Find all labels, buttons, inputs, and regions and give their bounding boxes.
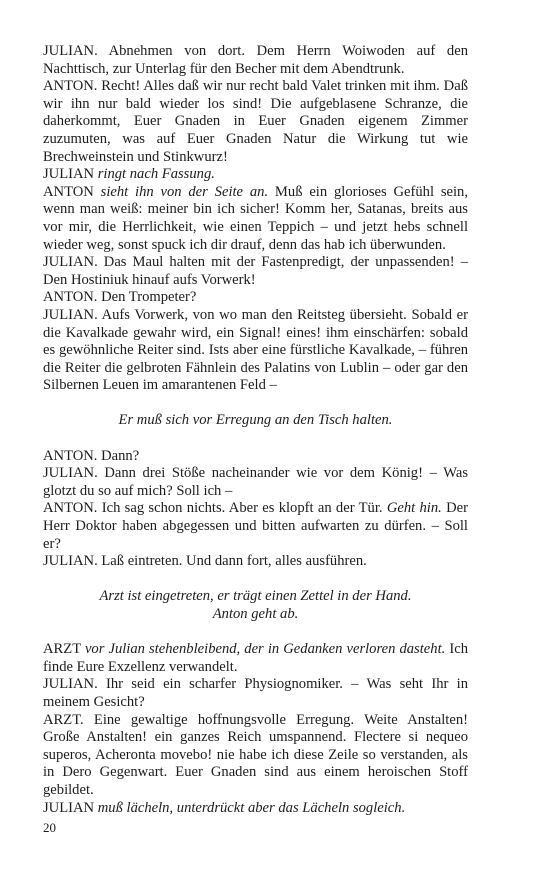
dialogue-anton-3: ANTON. Den Trompeter?	[43, 289, 197, 306]
stage-direction-1: Er muß sich vor Erregung an den Tisch halten.	[118, 412, 393, 429]
dialogue-julian-7: JULIAN. Ihr seid ein scharfer Physiognomiker. – Was seht Ihr in meinem Gesicht?	[43, 676, 468, 710]
stage-direction-inline: muß lächeln, unterdrückt aber das Lächeln sogleich.	[97, 799, 406, 816]
dialogue-text: Muß ein glorioses Gefühl sein, wenn man weiß: meiner bin ich sicher! Komm her, Satanas, breits aus vor mir, die Herrlichkeit, wie einen Teppich – und jetzt hebs schnell wieder weg, sonst spuck ich dir drauf, denn das hab ich überwunden.	[43, 183, 468, 253]
dialogue-julian-5: JULIAN. Dann drei Stöße nacheinander wie vor dem König! – Was glotzt du so auf mich? Soll ich –	[43, 465, 468, 499]
dialogue-arzt-2: ARZT. Eine gewaltige hoffnungsvolle Erregung. Weite Anstalten! Große Anstalten! ein ganzes Reich umspannend. Flectere si nequeo superos, Acheronta movebo! nie habe ich diese Zeile so verstanden, als in Dero Gegenwart. Euer Gnaden sind aus einem heroischen Stoff gebildet.	[43, 711, 468, 798]
stage-direction-2a: Arzt ist eingetreten, er trägt einen Zettel in der Hand.	[99, 588, 412, 605]
speaker-name: JULIAN	[43, 799, 95, 816]
page-number: 20	[43, 820, 56, 835]
dialogue-julian-4: JULIAN. Aufs Vorwerk, von wo man den Reitsteg übersieht. Sobald er die Kavalkade gewahr wird, ein Signal! eines! ihm einschärfen: sobald es gewöhnliche Reiter sind. Ists aber eine fürstliche Kavalkade, – führen die Reiter die gelbroten Fähnlein des Palatins von Lublin – oder gar den Silbernen Leuen im amarantenen Feld –	[43, 306, 468, 394]
stage-direction-inline: sieht ihn von der Seite an.	[100, 183, 269, 200]
dialogue-anton-1: ANTON. Recht! Alles daß wir nur recht bald Valet trinken mit ihm. Daß wir ihn nur bald wieder los sind! Die aufgeblasene Schranze, die daherkommt, Euer Gnaden in Euer Gnaden eigenem Zimmer zuzumuten, was auf Euer Gnaden Natur die Wirkung tut wie Brechweinstein und Stinkwurz!	[43, 78, 468, 165]
play-text-page	[43, 43, 468, 817]
speaker-name: JULIAN	[43, 166, 95, 183]
dialogue-text: Der Herr Doktor haben abgegessen und bitten aufwarten zu dürfen. – Soll er?	[43, 500, 469, 552]
stage-direction-inline: Geht hin.	[386, 500, 442, 517]
dialogue-text: Ich finde Eure Exzellenz verwandelt.	[43, 641, 469, 675]
stage-direction-2b: Anton geht ab.	[212, 606, 299, 622]
dialogue-text: ANTON. Ich sag schon nichts. Aber es klopft an der Tür.	[43, 500, 383, 517]
dialogue-julian-6: JULIAN. Laß eintreten. Und dann fort, alles ausführen.	[43, 553, 367, 570]
dialogue-julian-1: JULIAN. Abnehmen von dort. Dem Herrn Woiwoden auf den Nachttisch, zur Unterlag für den Becher mit dem Abendtrunk.	[43, 43, 468, 77]
dialogue-julian-8	[43, 800, 468, 818]
dialogue-arzt-1	[43, 641, 468, 676]
spacer	[43, 430, 468, 448]
dialogue-julian-2	[43, 166, 468, 184]
stage-direction-inline: ringt nach Fassung.	[97, 166, 215, 183]
dialogue-anton-5	[43, 500, 468, 553]
speaker-name: ARZT	[43, 641, 81, 658]
spacer	[43, 624, 468, 642]
stage-direction-inline: vor Julian stehenbleibend, der in Gedanken verloren dasteht.	[84, 641, 446, 658]
spacer	[43, 395, 468, 413]
dialogue-julian-3: JULIAN. Das Maul halten mit der Fastenpredigt, der unpassenden! – Den Hostiniuk hinauf aufs Vorwerk!	[43, 254, 468, 288]
dialogue-anton-2	[43, 184, 468, 254]
dialogue-anton-4: ANTON. Dann?	[43, 447, 140, 464]
speaker-name: ANTON	[43, 183, 94, 200]
spacer	[43, 571, 468, 589]
